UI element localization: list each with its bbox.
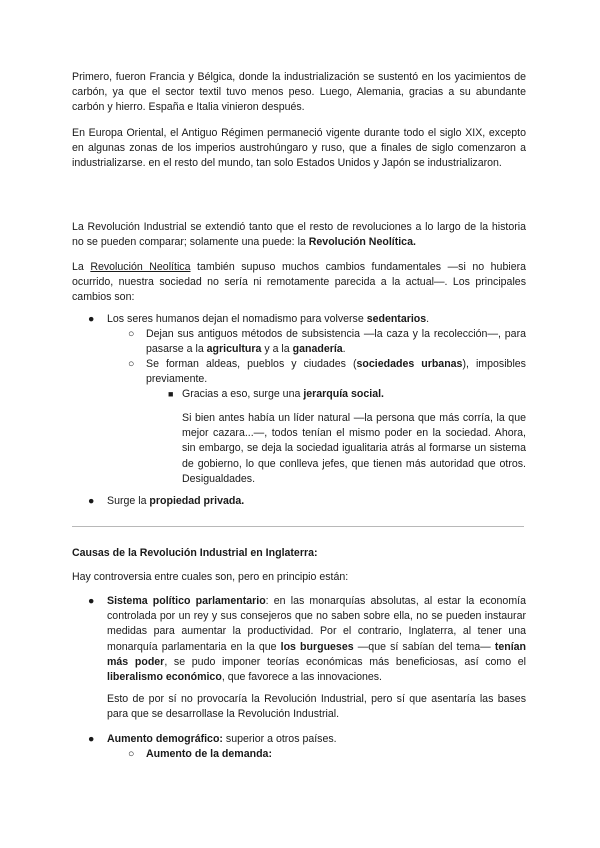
list-item — [72, 732, 526, 747]
paragraph-text: Primero, fueron Francia y Bélgica, donde la industrialización se sustentó en los yacimientos de carbón, ya que el sector textil tuvo menos peso. Luego, Alemania, gracias a su abundante carbón y hierro. España e Italia vinieron después. — [72, 71, 526, 114]
list-item — [72, 594, 526, 685]
square-bullet-icon: ■ — [168, 389, 174, 399]
section-heading — [72, 546, 526, 561]
list-item — [72, 747, 526, 762]
list-item — [72, 357, 526, 387]
list-item-text: Dejan sus antiguos métodos de subsistencia —la caza y la recolección—, para pasarse a la agricultura y a la ganadería. — [146, 328, 526, 356]
paragraph-text: La Revolución Industrial se extendió tanto que el resto de revoluciones a lo largo de la historia no se pueden comparar; solamente una puede: la Revolución Neolítica. — [72, 221, 526, 249]
paragraph-comparison — [72, 220, 526, 250]
paragraph-text: En Europa Oriental, el Antiguo Régimen permaneció vigente durante todo el siglo XIX, excepto en algunas zonas de los imperios austrohúngaro y ruso, que a finales de siglo comenzaron a industrializarse. en el resto del mundo, tan solo Estados Unidos y Japón se industrializaron. — [72, 127, 526, 170]
horizontal-divider — [72, 526, 524, 527]
heading-text: Causas de la Revolución Industrial en Inglaterra: — [72, 547, 318, 559]
bullet-icon: ● — [88, 313, 95, 325]
list-item — [72, 327, 526, 357]
bullet-icon: ● — [88, 595, 95, 607]
list-item-text: Los seres humanos dejan el nomadismo para volverse sedentarios. — [107, 313, 430, 325]
list-item — [72, 494, 526, 509]
paragraph-neolithic — [72, 260, 526, 306]
circle-bullet-icon: ○ — [128, 358, 135, 370]
paragraph-text: Si bien antes había un líder natural —la persona que más corría, la que mejor cazara...—, todos tenían el mismo poder en la sociedad. Ahora, sin embargo, se deja la sociedad igualitaria atrás al formarse un sistema de gobierno, lo que conlleva jefes, que tienen más autoridad que otros. Desigualdades. — [182, 412, 526, 485]
list-item-text: Sistema político parlamentario: en las monarquías absolutas, al estar la economía controlada por un rey y sus consejeros que no saben sobre ella, no se pueden instaurar medidas para aumentar la productividad. Por el contrario, Inglaterra, al tener una monarquía parlamentaria en la que los burgueses —que sí sabían del tema— tenían más poder, se pudo imponer teorías económicas más beneficiosas, así como el liberalismo económico, que favorece a las innovaciones. — [107, 595, 527, 684]
list-item — [72, 387, 526, 402]
bold-term: Revolución Neolítica. — [308, 236, 416, 249]
list-item-text: Aumento demográfico: superior a otros países. — [107, 733, 337, 745]
paragraph-industrialization-europe — [72, 70, 526, 116]
neolithic-link[interactable]: Revolución Neolítica — [90, 261, 191, 273]
list-item-text: Aumento de la demanda: — [146, 748, 272, 760]
paragraph-eastern-europe — [72, 126, 526, 172]
list-item-text: Se forman aldeas, pueblos y ciudades (sociedades urbanas), imposibles previamente. — [146, 358, 526, 386]
list-item-paragraph — [72, 411, 526, 487]
list-item-text: Gracias a eso, surge una jerarquía social. — [182, 388, 384, 400]
paragraph-text: Esto de por sí no provocaría la Revolución Industrial, pero sí que asentaría las bases para que se desarrollase la Revolución Industrial. — [107, 693, 526, 721]
paragraph-intro — [72, 570, 526, 585]
paragraph-text: Hay controversia entre cuales son, pero en principio están: — [72, 571, 349, 583]
list-item — [72, 312, 526, 327]
list-item-text: Surge la propiedad privada. — [107, 495, 245, 507]
paragraph-text: La Revolución Neolítica también supuso muchos cambios fundamentales —si no hubiera ocurrido, nuestra sociedad no sería ni remotamente parecida a la actual—. Los principales cambios son: — [72, 261, 526, 304]
list-item-paragraph — [72, 692, 526, 722]
circle-bullet-icon: ○ — [128, 748, 135, 760]
bullet-icon: ● — [88, 733, 95, 745]
bullet-icon: ● — [88, 495, 95, 507]
circle-bullet-icon: ○ — [128, 328, 135, 340]
